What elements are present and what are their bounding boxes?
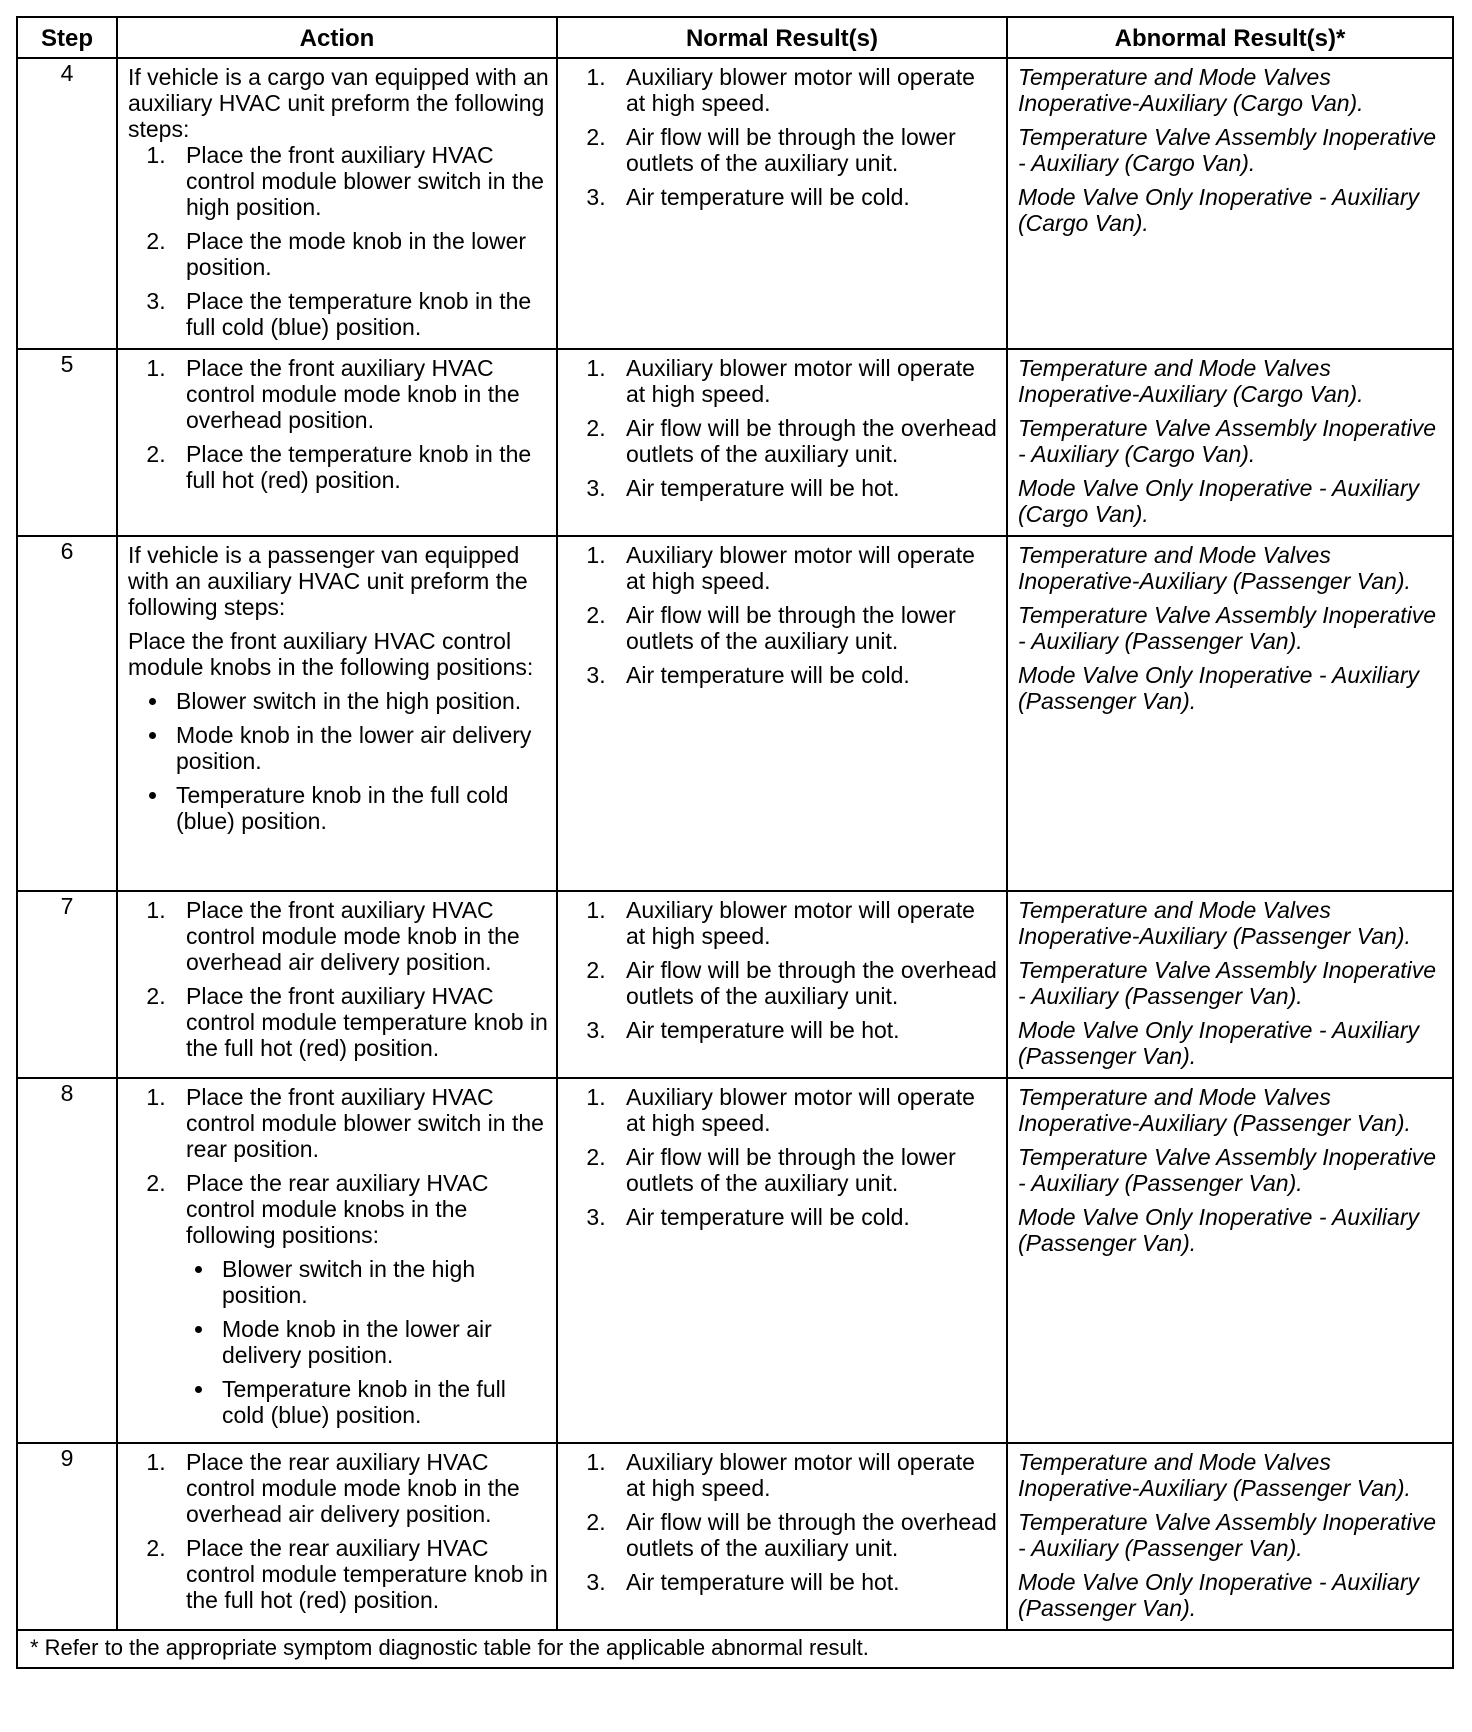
abnormal-result-link[interactable]: Mode Valve Only Inoperative - Auxiliary (Passenger Van). [1018,1204,1419,1256]
normal-results-list [568,1084,1000,1230]
action-step: 1. Place the front auxiliary HVAC control module mode knob in the overhead position. [172,355,550,433]
action-intro-positions: Place the front auxiliary HVAC control module knobs in the following positions: [128,628,534,680]
abnormal-result-link[interactable]: Temperature Valve Assembly Inoperative - Auxiliary (Passenger Van). [1018,1144,1437,1196]
normal-results-cell [557,536,1007,891]
normal-results-list [568,542,1000,688]
normal-result: 2. Air flow will be through the overhead outlets of the auxiliary unit. [612,415,1000,467]
header-step: Step [17,17,117,58]
action-step: 2. Place the mode knob in the lower position. [172,228,550,280]
abnormal-result-link[interactable]: Mode Valve Only Inoperative - Auxiliary (Cargo Van). [1018,475,1419,527]
action-bullets [128,688,550,834]
action-cell [117,891,557,1078]
action-steps [128,355,550,493]
abnormal-result-link[interactable]: Temperature and Mode Valves Inoperative-Auxiliary (Passenger Van). [1018,542,1411,594]
action-step [172,1170,550,1428]
normal-results-cell [557,1078,1007,1443]
normal-result: 2. Air flow will be through the overhead outlets of the auxiliary unit. [612,957,1000,1009]
action-bullet: • Temperature knob in the full cold (blue) position. [170,782,550,834]
abnormal-results-cell [1007,536,1453,891]
abnormal-result-link[interactable]: Temperature Valve Assembly Inoperative - Auxiliary (Cargo Van). [1018,124,1437,176]
normal-results-list [568,64,1000,210]
action-intro: If vehicle is a passenger van equipped with an auxiliary HVAC unit preform the following steps: [128,542,528,620]
diagnostic-sheet [16,16,1452,1669]
footnote: * Refer to the appropriate symptom diagnostic table for the applicable abnormal result. [17,1630,1453,1668]
action-cell [117,349,557,536]
table-row-step-6 [17,536,1453,891]
normal-result: 3. Air temperature will be cold. [612,184,1000,210]
step-number: 6 [17,536,117,891]
action-cell [117,58,557,349]
abnormal-result-link[interactable]: Temperature and Mode Valves Inoperative-Auxiliary (Cargo Van). [1018,64,1364,116]
normal-result: 3. Air temperature will be cold. [612,662,1000,688]
abnormal-result-link[interactable]: Mode Valve Only Inoperative - Auxiliary (Passenger Van). [1018,662,1419,714]
abnormal-result-link[interactable]: Mode Valve Only Inoperative - Auxiliary (Cargo Van). [1018,184,1419,236]
action-steps [128,897,550,1061]
normal-result: 3. Air temperature will be cold. [612,1204,1000,1230]
abnormal-result-link[interactable]: Mode Valve Only Inoperative - Auxiliary (Passenger Van). [1018,1569,1419,1621]
action-bullet: • Temperature knob in the full cold (blue) position. [216,1376,550,1428]
action-steps [128,142,550,340]
table-row-step-5 [17,349,1453,536]
normal-results-cell [557,349,1007,536]
abnormal-result-link[interactable]: Mode Valve Only Inoperative - Auxiliary (Passenger Van). [1018,1017,1419,1069]
action-bullet: • Blower switch in the high position. [216,1256,550,1308]
table-row-step-7 [17,891,1453,1078]
action-step: 2. Place the rear auxiliary HVAC control module temperature knob in the full hot (red) position. [172,1535,550,1613]
diagnostic-table [16,16,1454,1669]
abnormal-result-link[interactable]: Temperature Valve Assembly Inoperative - Auxiliary (Passenger Van). [1018,602,1437,654]
normal-results-cell [557,58,1007,349]
normal-results-list [568,897,1000,1043]
action-step: 1. Place the rear auxiliary HVAC control module mode knob in the overhead air delivery position. [172,1449,550,1527]
abnormal-results-cell [1007,1443,1453,1630]
action-step: 2. Place the temperature knob in the full hot (red) position. [172,441,550,493]
abnormal-results-cell [1007,349,1453,536]
table-row-step-4 [17,58,1453,349]
action-bullet: • Blower switch in the high position. [170,688,550,714]
abnormal-result-link[interactable]: Temperature Valve Assembly Inoperative - Auxiliary (Passenger Van). [1018,957,1437,1009]
action-step: 1. Place the front auxiliary HVAC control module blower switch in the high position. [172,142,550,220]
normal-results-list [568,1449,1000,1595]
abnormal-results-cell [1007,891,1453,1078]
normal-result: 2. Air flow will be through the lower outlets of the auxiliary unit. [612,602,1000,654]
step-number: 5 [17,349,117,536]
action-intro: If vehicle is a cargo van equipped with an auxiliary HVAC unit preform the following steps: [128,64,549,142]
normal-result: 1. Auxiliary blower motor will operate at high speed. [612,1449,1000,1501]
action-step: 1. Place the front auxiliary HVAC control module blower switch in the rear position. [172,1084,550,1162]
normal-result: 1. Auxiliary blower motor will operate at high speed. [612,542,1000,594]
action-bullet: • Mode knob in the lower air delivery position. [216,1316,550,1368]
action-cell [117,536,557,891]
normal-result: 1. Auxiliary blower motor will operate at high speed. [612,64,1000,116]
action-step: 2. Place the front auxiliary HVAC control module temperature knob in the full hot (red) position. [172,983,550,1061]
abnormal-result-link[interactable]: Temperature and Mode Valves Inoperative-Auxiliary (Passenger Van). [1018,1449,1411,1501]
step-number: 8 [17,1078,117,1443]
normal-results-cell [557,891,1007,1078]
action-cell [117,1443,557,1630]
step-number: 7 [17,891,117,1078]
abnormal-results-cell [1007,58,1453,349]
abnormal-result-link[interactable]: Temperature Valve Assembly Inoperative - Auxiliary (Cargo Van). [1018,415,1437,467]
step-number: 4 [17,58,117,349]
normal-results-cell [557,1443,1007,1630]
table-row-step-8 [17,1078,1453,1443]
step-number: 9 [17,1443,117,1630]
normal-result: 1. Auxiliary blower motor will operate at high speed. [612,1084,1000,1136]
table-row-step-9 [17,1443,1453,1630]
abnormal-result-link[interactable]: Temperature Valve Assembly Inoperative - Auxiliary (Passenger Van). [1018,1509,1437,1561]
normal-result: 3. Air temperature will be hot. [612,1569,1000,1595]
normal-result: 1. Auxiliary blower motor will operate at high speed. [612,897,1000,949]
action-step-text: Place the rear auxiliary HVAC control module knobs in the following positions: [186,1170,489,1248]
action-steps [128,1084,550,1428]
abnormal-result-link[interactable]: Temperature and Mode Valves Inoperative-Auxiliary (Passenger Van). [1018,897,1411,949]
normal-result: 1. Auxiliary blower motor will operate at high speed. [612,355,1000,407]
action-bullet: • Mode knob in the lower air delivery position. [170,722,550,774]
action-step: 3. Place the temperature knob in the full cold (blue) position. [172,288,550,340]
normal-result: 2. Air flow will be through the overhead outlets of the auxiliary unit. [612,1509,1000,1561]
normal-result: 3. Air temperature will be hot. [612,1017,1000,1043]
normal-result: 2. Air flow will be through the lower outlets of the auxiliary unit. [612,1144,1000,1196]
normal-result: 2. Air flow will be through the lower outlets of the auxiliary unit. [612,124,1000,176]
action-step: 1. Place the front auxiliary HVAC control module mode knob in the overhead air delivery position. [172,897,550,975]
normal-result: 3. Air temperature will be hot. [612,475,1000,501]
header-abnormal-results: Abnormal Result(s)* [1007,17,1453,58]
header-normal-results: Normal Result(s) [557,17,1007,58]
normal-results-list [568,355,1000,501]
action-cell [117,1078,557,1443]
header-row [17,17,1453,58]
abnormal-result-link[interactable]: Temperature and Mode Valves Inoperative-Auxiliary (Passenger Van). [1018,1084,1411,1136]
abnormal-results-cell [1007,1078,1453,1443]
action-steps [128,1449,550,1613]
header-action: Action [117,17,557,58]
action-bullets [186,1256,550,1428]
footnote-row [17,1630,1453,1668]
abnormal-result-link[interactable]: Temperature and Mode Valves Inoperative-Auxiliary (Cargo Van). [1018,355,1364,407]
